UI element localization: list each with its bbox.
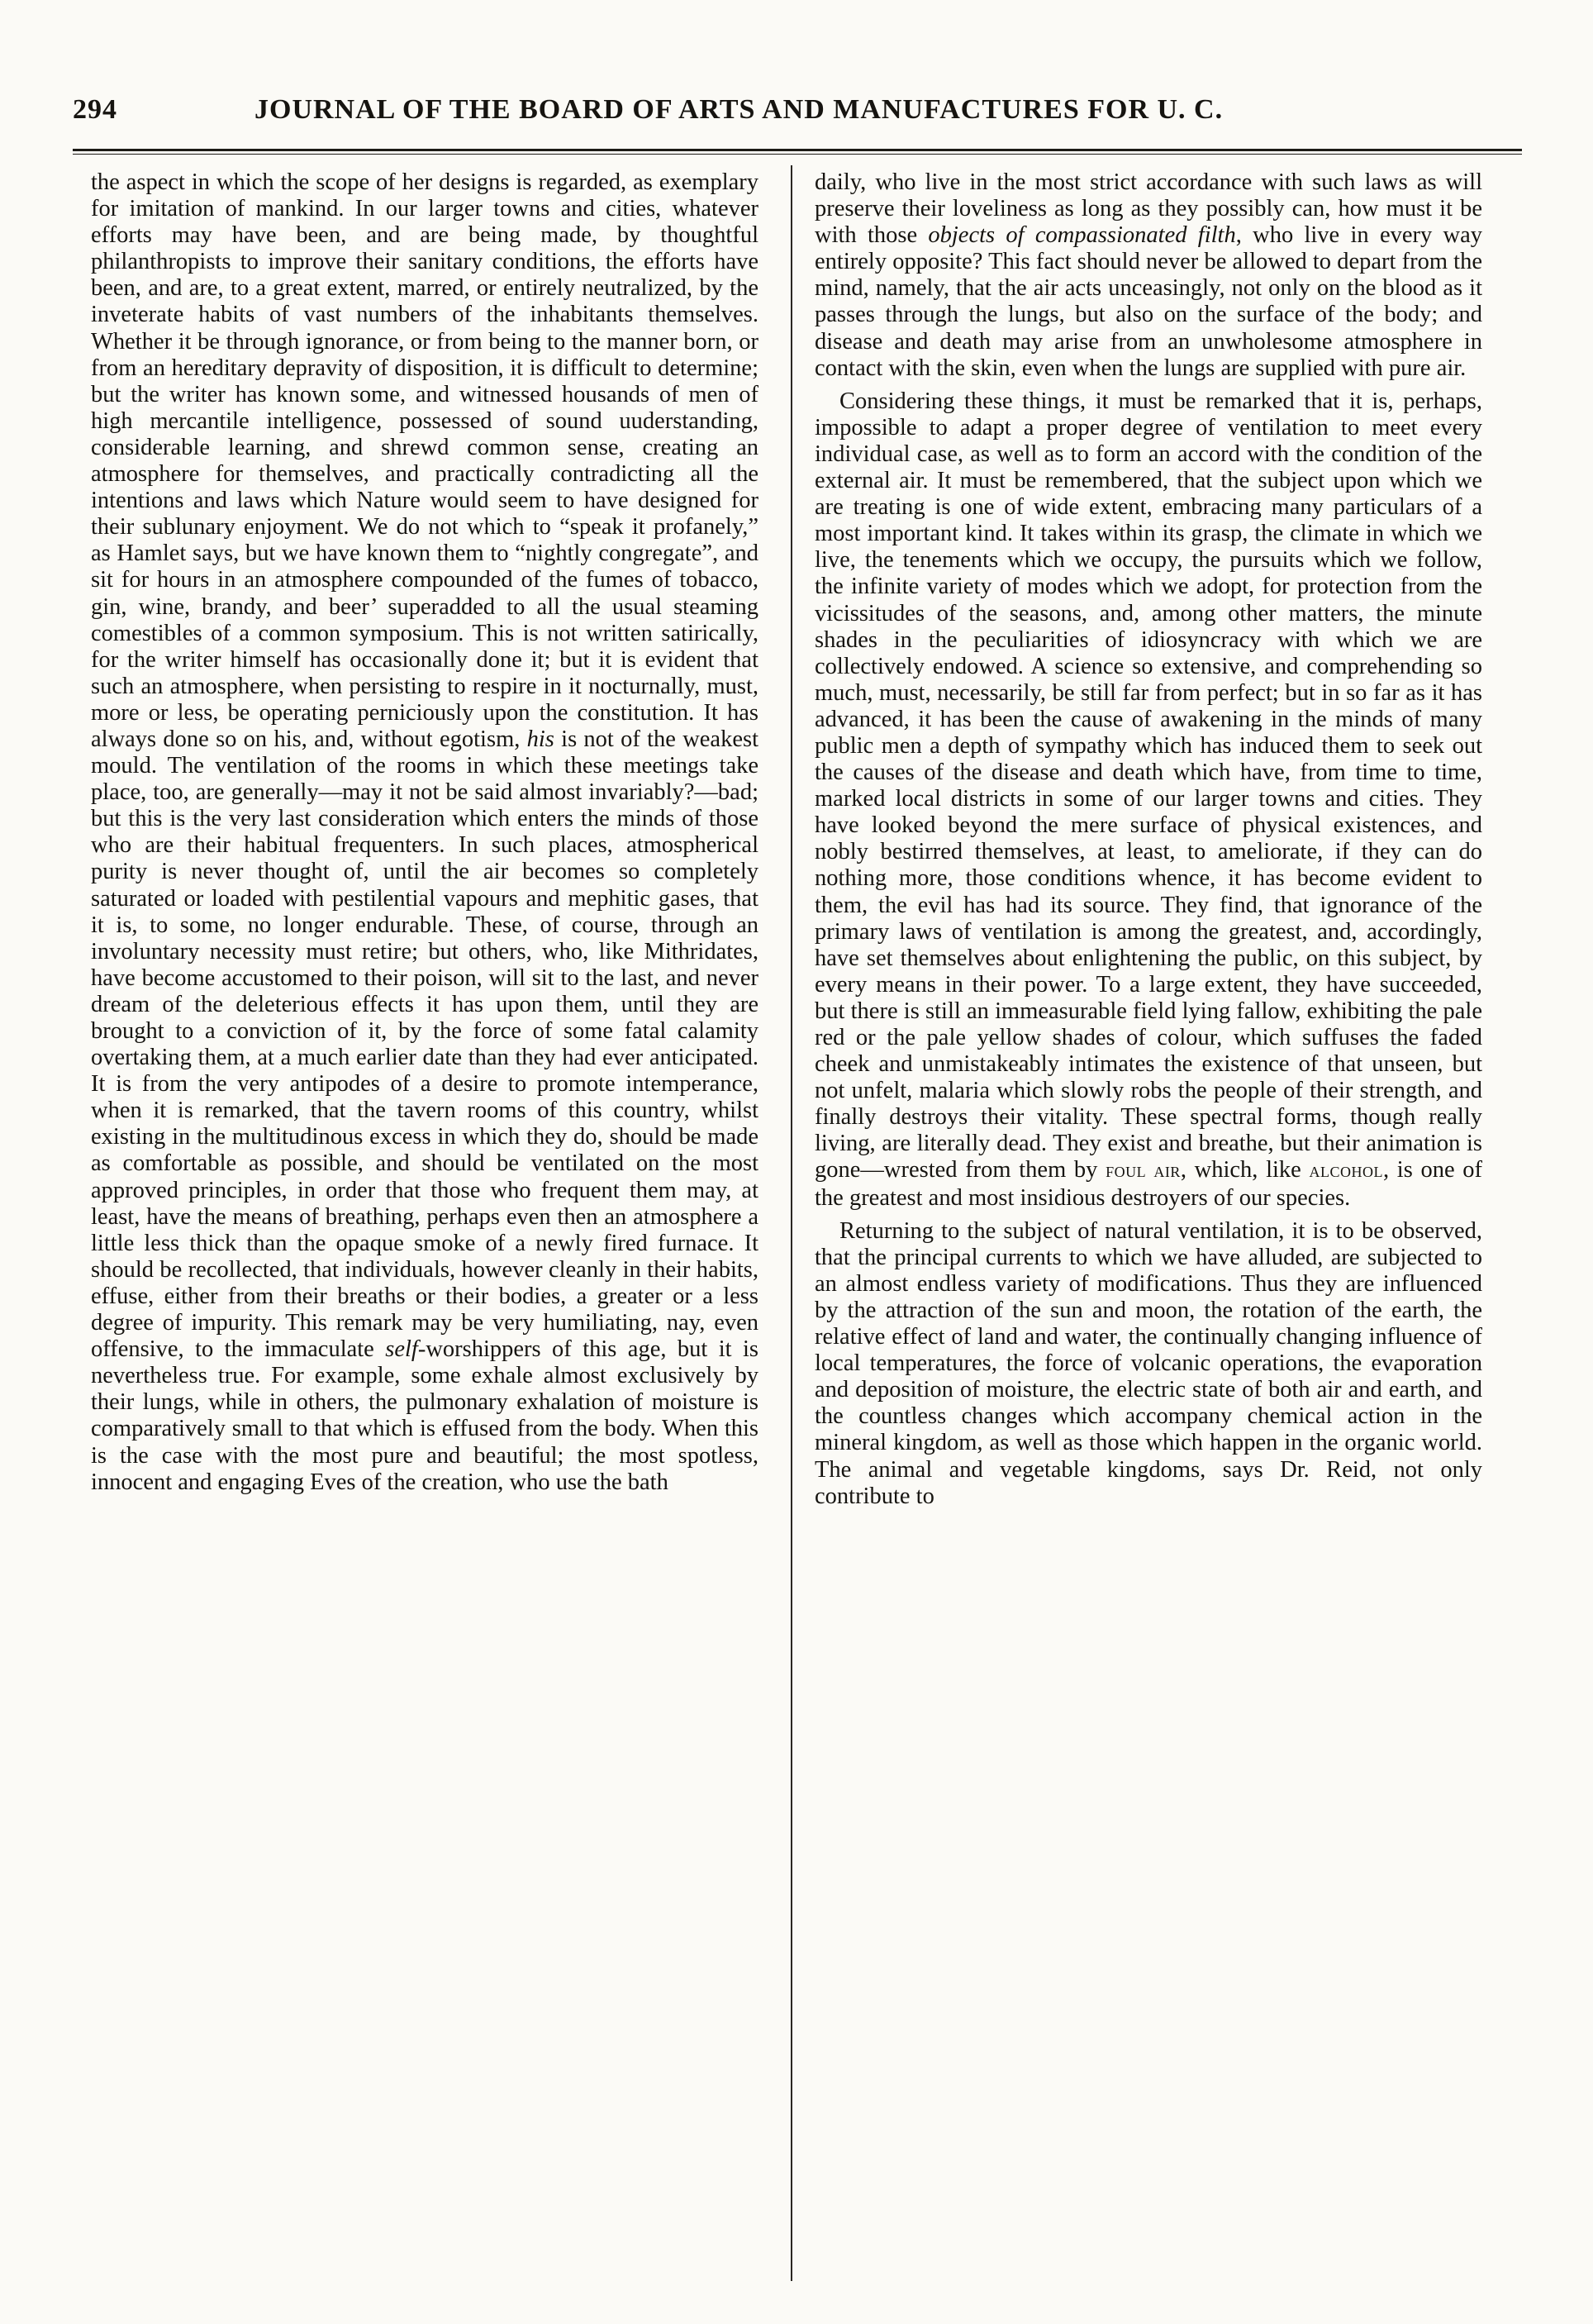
column-divider xyxy=(791,165,792,2281)
running-head xyxy=(73,93,1522,136)
header-rule xyxy=(73,149,1522,155)
emphasis-self: self xyxy=(385,1336,418,1363)
right-paragraph-1: daily, who live in the most strict accordance with such laws as will preserve their loveliness as long as they possibly can, how must it be with those objects of compassionated filth, who live in every way entirely opposite? This fact should never be allowed to depart from the mind, namely, that the air acts unceasingly, not only on the blood as it passes through the lungs, but also on the surface of the body; and disease and death may arise from an unwholesome atmosphere in contact with the skin, even when the lungs are supplied with pure air. xyxy=(815,169,1482,381)
journal-title: JOURNAL OF THE BOARD OF ARTS AND MANUFACTURES FOR U. C. xyxy=(254,94,1224,125)
smallcaps-alcohol: alcohol xyxy=(1309,1160,1383,1183)
smallcaps-foul-air: foul air xyxy=(1106,1160,1181,1183)
left-paragraph-1: the aspect in which the scope of her designs is regarded, as exemplary for imitation of mankind. In our larger towns and cities, whatever efforts may have been, and are being made, by thoughtful philanthropists to improve their sanitary conditions, the efforts have been, and are, to a great extent, marred, or entirely neutralized, by the inveterate habits of vast numbers of the inhabitants themselves. Whether it be through ignorance, or from being to the manner born, or from an hereditary depravity of disposition, it is difficult to determine; but the writer has known some, and witnessed housands of men of high mercantile intelligence, possessed of sound uuderstanding, considerable learning, and shrewd common sense, creating an atmosphere for themselves, and practically contradicting all the intentions and laws which Nature would seem to have designed for their sublunary enjoyment. We do not which to “speak it profanely,” as Hamlet says, but we have known them to “nightly congregate”, and sit for hours in an atmosphere compounded of the fumes of tobacco, gin, wine, brandy, and beer’ superadded to all the usual steaming comestibles of a common symposium. This is not written satirically, for the writer himself has occasionally done it; but it is evident that such an atmosphere, when persisting to respire in it nocturnally, must, more or less, be operating perniciously upon the constitution. It has always done so on his, and, without egotism, his is not of the weakest mould. The ventilation of the rooms in which these meetings take place, too, are generally—may it not be said almost invariably?—bad; but this is the very last consideration which enters the minds of those who are their habitual frequenters. In such places, atmospherical purity is never thought of, until the air becomes so completely saturated or loaded with pestilential vapours and mephitic gases, that it is, to some, no longer endurable. These, of course, through an involuntary necessity must retire; but others, who, like Mithridates, have become accustomed to their poison, will sit to the last, and never dream of the deleterious effects it has upon them, until they are brought to a conviction of it, by the force of some fatal calamity overtaking them, at a much earlier date than they had ever anticipated. It is from the very antipodes of a desire to promote intemperance, when it is remarked, that the tavern rooms of this country, whilst existing in the multitudinous excess in which they do, should be made as comfortable as possible, and should be ventilated on the most approved principles, in order that those who frequent them may, at least, have the means of breathing, perhaps even then an atmosphere a little less thick than the opaque smoke of a newly fired furnace. It should be recollected, that individuals, however cleanly in their habits, effuse, either from their breaths or their bodies, a greater or a less degree of impurity. This remark may be very humiliating, nay, even offensive, to the immaculate self-worshippers of this age, but it is nevertheless true. For example, some exhale almost exclusively by their lungs, while in others, the pulmonary exhalation of moisture is comparatively small to that which is effused from the body. When this is the case with the most pure and beautiful; the most spotless, innocent and engaging Eves of the creation, who use the bath xyxy=(91,169,758,1495)
right-column xyxy=(815,169,1482,2298)
page-number: 294 xyxy=(73,94,117,125)
right-paragraph-2: Considering these things, it must be remarked that it is, perhaps, impossible to adapt a proper degree of ventilation to meet every individual case, as well as to form an accord with the condition of the external air. It must be remembered, that the subject upon which we are treating is one of wide extent, embracing many particulars of a most important kind. It takes within its grasp, the climate in which we live, the tenements which we occupy, the pursuits which we follow, the infinite variety of modes which we adopt, for protection from the vicissitudes of the seasons, and, among other matters, the minute shades in the peculiarities of idiosyncracy with which we are collectively endowed. A science so extensive, and comprehending so much, must, necessarily, be still far from perfect; but in so far as it has advanced, it has been the cause of awakening in the minds of many public men a depth of sympathy which has induced them to seek out the causes of the disease and death which have, from time to time, marked local districts in some of our larger towns and cities. They have looked beyond the mere surface of physical existences, and nobly bestirred themselves, at least, to ameliorate, if they can do nothing more, those conditions whence, it has become evident to them, the evil has had its source. They find, that ignorance of the primary laws of ventilation is among the greatest, and, accordingly, have set themselves about enlightening the public, on this subject, by every means in their power. To a large extent, they have succeeded, but there is still an immeasurable field lying fallow, exhibiting the pale red or the pale yellow shades of colour, which suffuses the faded cheek and unmistakeably intimates the existence of that unseen, but not unfelt, malaria which slowly robs the people of their strength, and finally destroys their vitality. These spectral forms, though really living, are literally dead. They exist and breathe, but their animation is gone—wrested from them by foul air, which, like alcohol, is one of the greatest and most insidious destroyers of our species. xyxy=(815,388,1482,1211)
emphasis-filth: objects of compassionated filth xyxy=(928,222,1236,249)
right-paragraph-3: Returning to the subject of natural ventilation, it is to be observed, that the principal currents to which we have alluded, are subjected to an almost endless variety of modifications. Thus they are influenced by the attraction of the sun and moon, the rotation of the earth, the relative effect of land and water, the continually changing influence of local temperatures, the force of volcanic operations, the evaporation and deposition of moisture, the electric state of both air and earth, and the countless changes which accompany chemical action in the mineral kingdom, as well as those which happen in the organic world. The animal and vegetable kingdoms, says Dr. Reid, not only contribute to xyxy=(815,1217,1482,1509)
emphasis-his: his xyxy=(526,726,554,752)
left-column xyxy=(91,169,758,2298)
